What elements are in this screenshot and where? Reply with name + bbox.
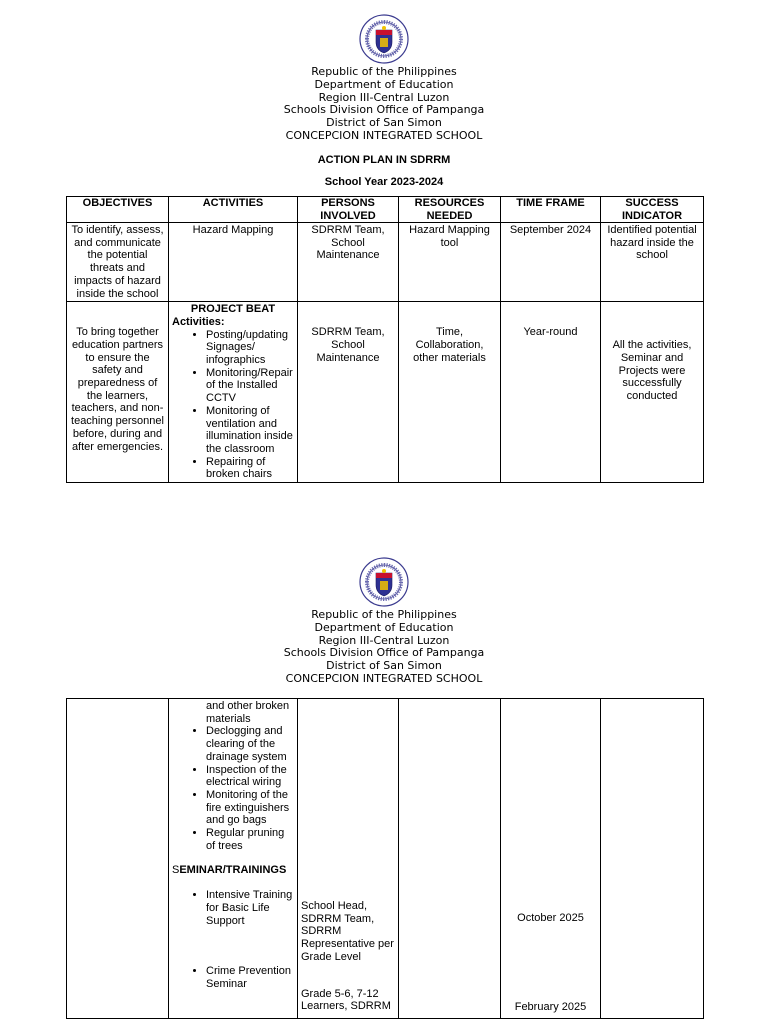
school-year: School Year 2023-2024	[324, 176, 444, 188]
header-line-region: Region III-Central Luzon	[318, 90, 450, 104]
table-row	[67, 223, 704, 302]
activity-cell	[169, 699, 298, 1019]
list-item: • Intensive Training for Basic Life Support	[206, 889, 294, 927]
activity-cell	[169, 302, 298, 483]
action-plan-table	[66, 196, 704, 483]
letterhead-page-1	[0, 14, 768, 143]
action-plan-table-continued	[66, 698, 704, 1019]
list-item: • Regular pruning of trees	[206, 827, 294, 852]
deped-seal-icon	[359, 557, 409, 607]
continued-text: and other broken materials	[206, 700, 290, 725]
persons-cell: SDRRM Team, School Maintenance	[298, 302, 399, 483]
header-line-division: Schools Division Office of Pampanga	[283, 646, 485, 660]
persons-cell	[298, 699, 399, 1019]
header-activities: ACTIVITIES	[169, 197, 298, 223]
list-item: • Posting/updating Signages/ infographics	[206, 329, 294, 367]
header-line-region: Region III-Central Luzon	[318, 633, 450, 647]
project-title: PROJECT BEAT	[190, 303, 276, 316]
header-time-frame: TIME FRAME	[501, 197, 601, 223]
list-item: • Inspection of the electrical wiring	[206, 764, 294, 789]
training-list	[172, 889, 294, 927]
seminar-heading-initial: S	[172, 864, 180, 877]
activities-label: Activities:	[172, 315, 225, 328]
training1-persons: School Head, SDRRM Team, SDRRM Representative per Grade Level	[301, 900, 394, 963]
header-success-indicator: SUCCESS INDICATOR	[601, 197, 704, 223]
objective-cell: To bring together education partners to ensure the safety and preparedness of the learners, teachers, and non-teaching personnel before, during and after emergencies.	[67, 302, 169, 483]
header-resources-needed: RESOURCES NEEDED	[399, 197, 501, 223]
objective-cell: To identify, assess, and communicate the potential threats and impacts of hazard inside the school	[67, 223, 169, 302]
header-line-district: District of San Simon	[326, 116, 442, 130]
letterhead-page-2	[0, 557, 768, 686]
list-item: • Monitoring of the fire extinguishers and go bags	[206, 789, 294, 827]
header-persons-involved: PERSONS INVOLVED	[298, 197, 399, 223]
header-line-school: CONCEPCION INTEGRATED SCHOOL	[285, 671, 483, 685]
objective-cell	[67, 699, 169, 1019]
header-line-division: Schools Division Office of Pampanga	[283, 103, 485, 117]
list-item: • Repairing of broken chairs	[206, 456, 294, 481]
table-header-row	[67, 197, 704, 223]
resources-cell	[399, 699, 501, 1019]
training-list	[172, 965, 294, 990]
list-item: • Monitoring/Repair of the Installed CCTV	[206, 367, 294, 405]
activity-list	[172, 725, 294, 852]
success-indicator-cell: Identified potential hazard inside the school	[601, 223, 704, 302]
seminar-heading	[172, 864, 294, 877]
list-item: • Declogging and clearing of the drainage system	[206, 725, 294, 763]
table-row	[67, 302, 704, 483]
activity-cell: Hazard Mapping	[169, 223, 298, 302]
resources-cell: Time, Collaboration, other materials	[399, 302, 501, 483]
header-line-department: Department of Education	[314, 620, 454, 634]
header-line-department: Department of Education	[314, 77, 454, 91]
time-frame-cell: September 2024	[501, 223, 601, 302]
success-indicator-cell: All the activities, Seminar and Projects were successfully conducted	[601, 302, 704, 483]
training1-time: October 2025	[517, 912, 584, 924]
seminar-heading-rest: EMINAR/TRAININGS	[179, 864, 287, 877]
header-line-school: CONCEPCION INTEGRATED SCHOOL	[285, 128, 483, 142]
header-line-district: District of San Simon	[326, 659, 442, 673]
activity-list	[172, 329, 294, 481]
deped-seal-icon	[359, 14, 409, 64]
header-line-republic: Republic of the Philippines	[311, 608, 457, 621]
list-item: • Crime Prevention Seminar	[206, 965, 294, 990]
training2-persons: Grade 5-6, 7-12 Learners, SDRRM	[301, 987, 391, 1013]
list-item: • Monitoring of ventilation and illumination inside the classroom	[206, 405, 294, 456]
document-title: ACTION PLAN IN SDRRM	[317, 154, 451, 166]
time-frame-cell	[501, 699, 601, 1019]
training2-time: February 2025	[514, 1000, 587, 1013]
resources-cell: Hazard Mapping tool	[399, 223, 501, 302]
header-line-republic: Republic of the Philippines	[311, 65, 457, 78]
time-frame-cell: Year-round	[501, 302, 601, 483]
table-row	[67, 699, 704, 1019]
success-indicator-cell	[601, 699, 704, 1019]
persons-cell: SDRRM Team, School Maintenance	[298, 223, 399, 302]
header-objectives: OBJECTIVES	[67, 197, 169, 223]
